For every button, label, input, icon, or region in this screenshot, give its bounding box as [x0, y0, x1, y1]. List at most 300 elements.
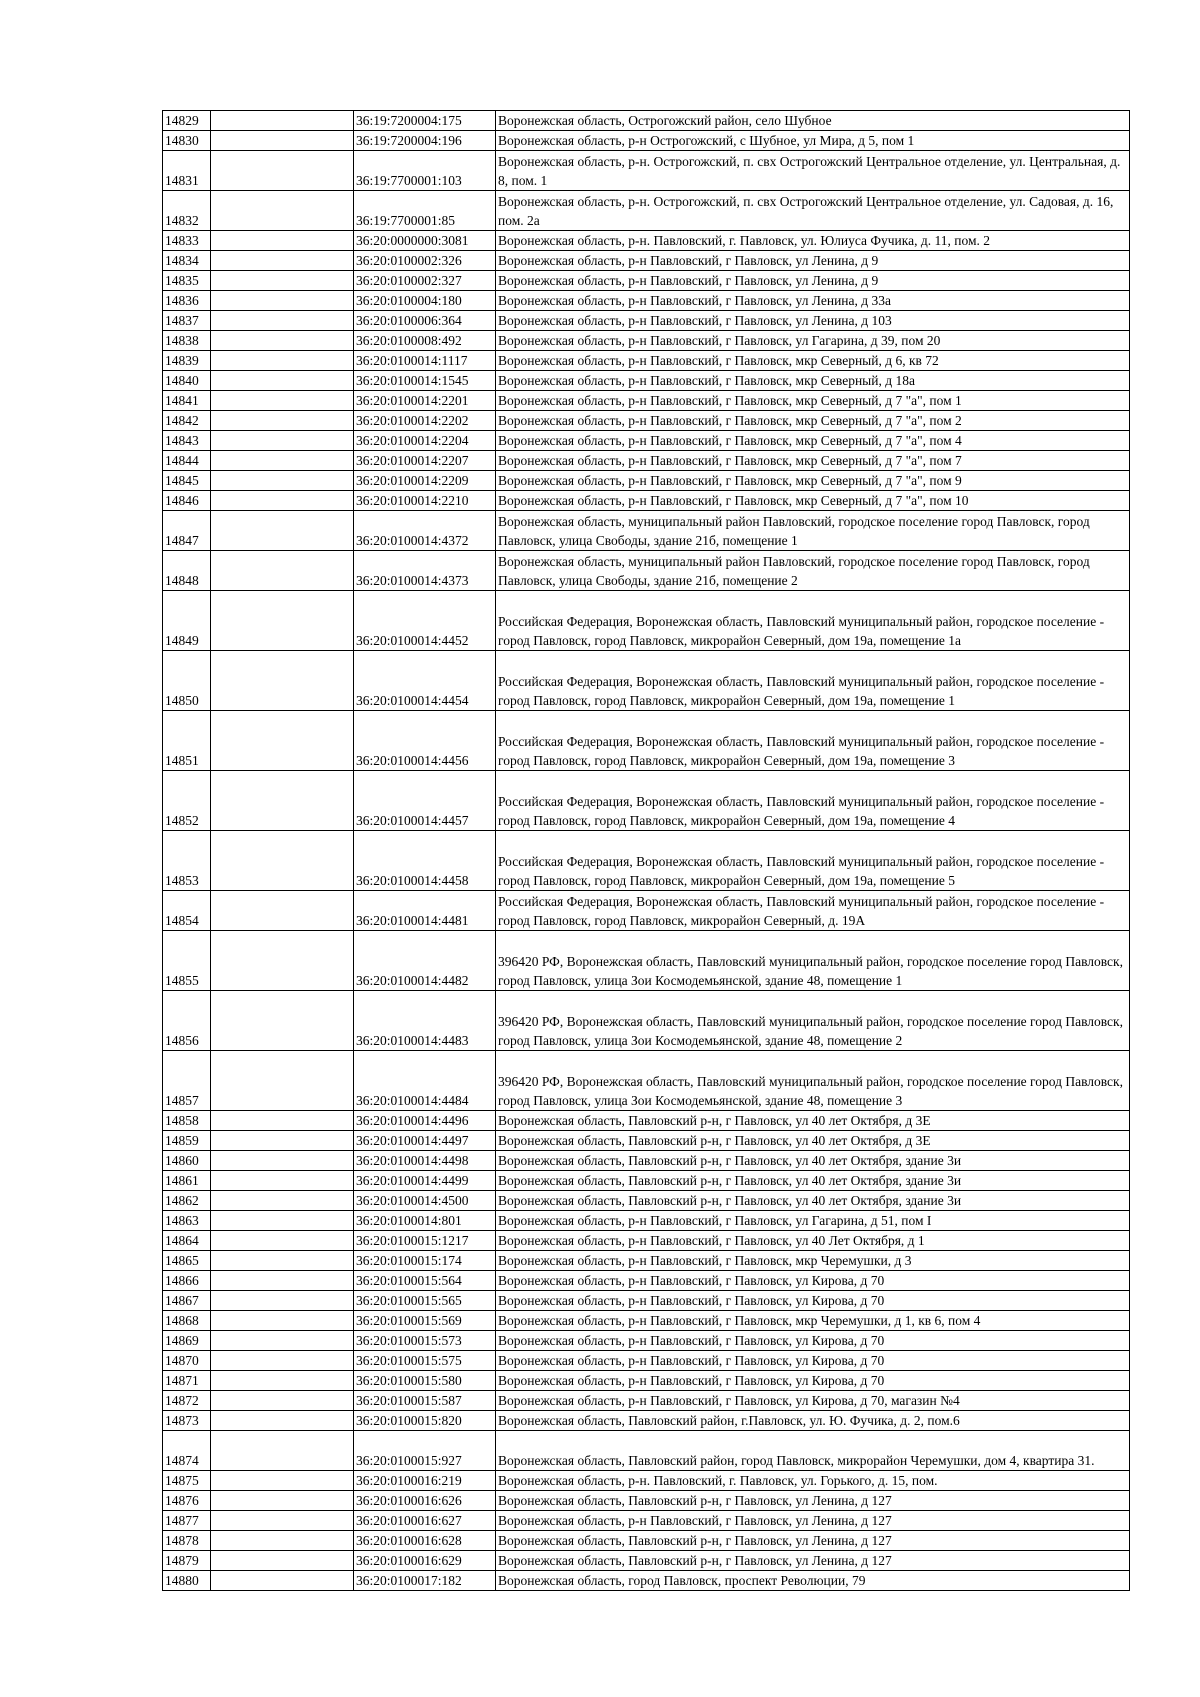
address-cell: [496, 411, 1130, 431]
table-row: [163, 1291, 1130, 1311]
row-number: 14867: [163, 1291, 211, 1311]
table-row: [163, 231, 1130, 251]
table-row: [163, 891, 1130, 931]
table-row: [163, 411, 1130, 431]
address-cell: [496, 1491, 1130, 1511]
table-row: [163, 251, 1130, 271]
cadastral-number: 36:20:0100014:4457: [354, 771, 496, 831]
table-row: [163, 1131, 1130, 1151]
empty-cell: [211, 111, 354, 131]
table-row: [163, 991, 1130, 1051]
table-row: [163, 351, 1130, 371]
address-text: Воронежская область, Павловский р-н, г Павловск, ул 40 лет Октября, здание 3и: [498, 1152, 962, 1168]
address-text: Воронежская область, муниципальный район Павловский, городское поселение город Павловск, город Павловск, улица Свободы, здание 21б, помещение 1: [498, 514, 1090, 548]
row-number: 14833: [163, 231, 211, 251]
row-number: 14837: [163, 311, 211, 331]
row-number: 14880: [163, 1571, 211, 1591]
empty-cell: [211, 1211, 354, 1231]
address-cell: [496, 251, 1130, 271]
address-cell: [496, 291, 1130, 311]
address-cell: [496, 1531, 1130, 1551]
address-text: Воронежская область, Павловский район, г.Павловск, ул. Ю. Фучика, д. 2, пом.6: [498, 1412, 960, 1428]
cadastral-number: 36:20:0100014:4452: [354, 591, 496, 651]
cadastral-number: 36:20:0100004:180: [354, 291, 496, 311]
cadastral-number: 36:20:0100015:820: [354, 1411, 496, 1431]
cadastral-number: 36:20:0100014:2210: [354, 491, 496, 511]
address-cell: [496, 191, 1130, 231]
empty-cell: [211, 191, 354, 231]
empty-cell: [211, 431, 354, 451]
empty-cell: [211, 1411, 354, 1431]
table-row: [163, 831, 1130, 891]
row-number: 14869: [163, 1331, 211, 1351]
cadastral-number: 36:20:0100014:4482: [354, 931, 496, 991]
address-cell: [496, 1051, 1130, 1111]
cadastral-number: 36:20:0100015:580: [354, 1371, 496, 1391]
cadastral-number: 36:20:0100016:628: [354, 1531, 496, 1551]
cadastral-number: 36:20:0100014:4454: [354, 651, 496, 711]
address-cell: [496, 491, 1130, 511]
table-row: [163, 651, 1130, 711]
empty-cell: [211, 1151, 354, 1171]
table-row: [163, 771, 1130, 831]
table-row: [163, 1271, 1130, 1291]
cadastral-number: 36:20:0100014:1545: [354, 371, 496, 391]
address-text: Воронежская область, р-н Острогожский, с Шубное, ул Мира, д 5, пом 1: [498, 132, 915, 148]
row-number: 14852: [163, 771, 211, 831]
table-row: [163, 1411, 1130, 1431]
address-cell: [496, 1251, 1130, 1271]
address-text: Воронежская область, р-н Павловский, г Павловск, ул Гагарина, д 51, пом I: [498, 1212, 932, 1228]
address-text: Воронежская область, Павловский р-н, г Павловск, ул 40 лет Октября, здание 3и: [498, 1192, 962, 1208]
address-cell: [496, 1231, 1130, 1251]
address-cell: [496, 931, 1130, 991]
address-cell: [496, 371, 1130, 391]
cadastral-number: 36:20:0100015:927: [354, 1431, 496, 1471]
address-text: Воронежская область, р-н Павловский, г Павловск, мкр Северный, д 7 "а", пом 4: [498, 432, 962, 448]
empty-cell: [211, 991, 354, 1051]
address-cell: [496, 311, 1130, 331]
empty-cell: [211, 231, 354, 251]
address-text: 396420 РФ, Воронежская область, Павловский муниципальный район, городское поселение город Павловск, город Павловск, улица Зои Космодемьянской, здание 48, помещение 2: [498, 1014, 1123, 1048]
row-number: 14876: [163, 1491, 211, 1511]
empty-cell: [211, 271, 354, 291]
cadastral-number: 36:20:0100015:569: [354, 1311, 496, 1331]
empty-cell: [211, 1251, 354, 1271]
table-row: [163, 191, 1130, 231]
address-text: Воронежская область, р-н Павловский, г Павловск, мкр Черемушки, д 3: [498, 1252, 912, 1268]
table-body: [163, 111, 1130, 1591]
address-cell: [496, 131, 1130, 151]
row-number: 14860: [163, 1151, 211, 1171]
address-cell: [496, 991, 1130, 1051]
cadastral-number: 36:20:0100017:182: [354, 1571, 496, 1591]
cadastral-number: 36:20:0100015:1217: [354, 1231, 496, 1251]
address-text: Воронежская область, р-н Павловский, г Павловск, мкр Северный, д 18а: [498, 372, 915, 388]
cadastral-number: 36:20:0100015:565: [354, 1291, 496, 1311]
table-row: [163, 1391, 1130, 1411]
address-text: Воронежская область, р-н Павловский, г Павловск, мкр Северный, д 7 "а", пом 2: [498, 412, 962, 428]
address-cell: [496, 391, 1130, 411]
empty-cell: [211, 591, 354, 651]
empty-cell: [211, 651, 354, 711]
address-text: Российская Федерация, Воронежская область, Павловский муниципальный район, городское поселение - город Павловск, город Павловск, микрорайон Северный, дом 19а, помещение 1: [498, 674, 1105, 708]
cadastral-number: 36:20:0100015:573: [354, 1331, 496, 1351]
address-text: Воронежская область, р-н Павловский, г Павловск, ул Гагарина, д 39, пом 20: [498, 332, 941, 348]
address-text: Воронежская область, р-н Павловский, г Павловск, ул Кирова, д 70: [498, 1372, 885, 1388]
address-text: Воронежская область, р-н Павловский, г Павловск, ул Ленина, д 103: [498, 312, 892, 328]
table-row: [163, 131, 1130, 151]
table-row: [163, 1231, 1130, 1251]
empty-cell: [211, 771, 354, 831]
address-text: Российская Федерация, Воронежская область, Павловский муниципальный район, городское поселение - город Павловск, город Павловск, микрорайон Северный, дом 19а, помещение 5: [498, 854, 1105, 888]
address-text: Воронежская область, р-н Павловский, г Павловск, ул Кирова, д 70, магазин №4: [498, 1392, 960, 1408]
address-text: Воронежская область, Павловский р-н, г Павловск, ул 40 лет Октября, здание 3и: [498, 1172, 962, 1188]
empty-cell: [211, 411, 354, 431]
row-number: 14873: [163, 1411, 211, 1431]
empty-cell: [211, 1531, 354, 1551]
empty-cell: [211, 1571, 354, 1591]
address-cell: [496, 231, 1130, 251]
address-text: Российская Федерация, Воронежская область, Павловский муниципальный район, городское поселение - город Павловск, город Павловск, микрорайон Северный, дом 19а, помещение 1а: [498, 614, 1105, 648]
row-number: 14862: [163, 1191, 211, 1211]
property-registry-table: [162, 110, 1130, 1591]
empty-cell: [211, 1311, 354, 1331]
address-cell: [496, 1171, 1130, 1191]
cadastral-number: 36:20:0100016:627: [354, 1511, 496, 1531]
empty-cell: [211, 331, 354, 351]
cadastral-number: 36:20:0100014:4373: [354, 551, 496, 591]
row-number: 14872: [163, 1391, 211, 1411]
empty-cell: [211, 1391, 354, 1411]
row-number: 14855: [163, 931, 211, 991]
empty-cell: [211, 1191, 354, 1211]
address-text: Воронежская область, р-н Павловский, г Павловск, ул Ленина, д 9: [498, 272, 879, 288]
table-row: [163, 271, 1130, 291]
table-row: [163, 391, 1130, 411]
empty-cell: [211, 831, 354, 891]
address-cell: [496, 551, 1130, 591]
empty-cell: [211, 451, 354, 471]
cadastral-number: 36:20:0100014:2209: [354, 471, 496, 491]
row-number: 14841: [163, 391, 211, 411]
address-cell: [496, 1371, 1130, 1391]
address-cell: [496, 1151, 1130, 1171]
address-cell: [496, 1471, 1130, 1491]
row-number: 14870: [163, 1351, 211, 1371]
cadastral-number: 36:20:0100014:4498: [354, 1151, 496, 1171]
row-number: 14864: [163, 1231, 211, 1251]
address-text: Воронежская область, муниципальный район Павловский, городское поселение город Павловск, город Павловск, улица Свободы, здание 21б, помещение 2: [498, 554, 1090, 588]
table-row: [163, 1151, 1130, 1171]
cadastral-number: 36:20:0100014:4456: [354, 711, 496, 771]
empty-cell: [211, 551, 354, 591]
row-number: 14847: [163, 511, 211, 551]
address-text: Воронежская область, р-н Павловский, г Павловск, ул 40 Лет Октября, д 1: [498, 1232, 925, 1248]
address-cell: [496, 1211, 1130, 1231]
table-row: [163, 1211, 1130, 1231]
cadastral-number: 36:20:0100015:174: [354, 1251, 496, 1271]
cadastral-number: 36:20:0100014:4496: [354, 1111, 496, 1131]
address-text: Воронежская область, р-н. Острогожский, п. свх Острогожский Центральное отделение, ул. Садовая, д. 16, пом. 2а: [498, 194, 1114, 228]
address-cell: [496, 351, 1130, 371]
address-text: Воронежская область, р-н Павловский, г Павловск, мкр Северный, д 7 "а", пом 7: [498, 452, 962, 468]
row-number: 14874: [163, 1431, 211, 1471]
table-row: [163, 1191, 1130, 1211]
address-cell: [496, 1331, 1130, 1351]
table-row: [163, 1251, 1130, 1271]
table-row: [163, 1351, 1130, 1371]
address-text: Воронежская область, Павловский р-н, г Павловск, ул Ленина, д 127: [498, 1552, 892, 1568]
empty-cell: [211, 1271, 354, 1291]
address-cell: [496, 1271, 1130, 1291]
address-text: Воронежская область, Павловский р-н, г Павловск, ул 40 лет Октября, д 3Е: [498, 1132, 931, 1148]
address-cell: [496, 331, 1130, 351]
table-row: [163, 1171, 1130, 1191]
table-row: [163, 1491, 1130, 1511]
cadastral-number: 36:20:0100014:4500: [354, 1191, 496, 1211]
empty-cell: [211, 1171, 354, 1191]
row-number: 14840: [163, 371, 211, 391]
cadastral-number: 36:20:0100015:575: [354, 1351, 496, 1371]
address-text: Воронежская область, Острогожский район, село Шубное: [498, 112, 832, 128]
table-row: [163, 1431, 1130, 1471]
cadastral-number: 36:20:0000000:3081: [354, 231, 496, 251]
row-number: 14877: [163, 1511, 211, 1531]
row-number: 14865: [163, 1251, 211, 1271]
address-text: 396420 РФ, Воронежская область, Павловский муниципальный район, городское поселение город Павловск, город Павловск, улица Зои Космодемьянской, здание 48, помещение 3: [498, 1074, 1123, 1108]
address-text: Воронежская область, р-н Павловский, г Павловск, мкр Северный, д 7 "а", пом 10: [498, 492, 969, 508]
cadastral-number: 36:20:0100014:2202: [354, 411, 496, 431]
empty-cell: [211, 891, 354, 931]
address-cell: [496, 1191, 1130, 1211]
address-cell: [496, 111, 1130, 131]
row-number: 14861: [163, 1171, 211, 1191]
cadastral-number: 36:19:7700001:103: [354, 151, 496, 191]
row-number: 14875: [163, 1471, 211, 1491]
cadastral-number: 36:19:7200004:196: [354, 131, 496, 151]
cadastral-number: 36:20:0100006:364: [354, 311, 496, 331]
empty-cell: [211, 1511, 354, 1531]
row-number: 14845: [163, 471, 211, 491]
table-row: [163, 1311, 1130, 1331]
empty-cell: [211, 371, 354, 391]
table-row: [163, 331, 1130, 351]
row-number: 14844: [163, 451, 211, 471]
address-cell: [496, 711, 1130, 771]
empty-cell: [211, 1331, 354, 1351]
address-text: Воронежская область, р-н Павловский, г Павловск, ул Ленина, д 33а: [498, 292, 892, 308]
row-number: 14859: [163, 1131, 211, 1151]
empty-cell: [211, 1351, 354, 1371]
empty-cell: [211, 1291, 354, 1311]
address-cell: [496, 591, 1130, 651]
row-number: 14853: [163, 831, 211, 891]
address-text: Воронежская область, Павловский р-н, г Павловск, ул Ленина, д 127: [498, 1532, 892, 1548]
address-cell: [496, 771, 1130, 831]
table-row: [163, 1371, 1130, 1391]
cadastral-number: 36:20:0100016:219: [354, 1471, 496, 1491]
empty-cell: [211, 471, 354, 491]
empty-cell: [211, 1371, 354, 1391]
cadastral-number: 36:20:0100002:327: [354, 271, 496, 291]
row-number: 14868: [163, 1311, 211, 1331]
address-cell: [496, 831, 1130, 891]
cadastral-number: 36:19:7700001:85: [354, 191, 496, 231]
address-text: Воронежская область, р-н Павловский, г Павловск, мкр Черемушки, д 1, кв 6, пом 4: [498, 1312, 981, 1328]
cadastral-number: 36:20:0100015:587: [354, 1391, 496, 1411]
cadastral-number: 36:20:0100014:4499: [354, 1171, 496, 1191]
address-cell: [496, 651, 1130, 711]
empty-cell: [211, 491, 354, 511]
table-row: [163, 111, 1130, 131]
table-row: [163, 431, 1130, 451]
table-row: [163, 551, 1130, 591]
cadastral-number: 36:20:0100015:564: [354, 1271, 496, 1291]
row-number: 14843: [163, 431, 211, 451]
address-cell: [496, 451, 1130, 471]
table-row: [163, 931, 1130, 991]
address-cell: [496, 511, 1130, 551]
table-row: [163, 371, 1130, 391]
cadastral-number: 36:20:0100014:4481: [354, 891, 496, 931]
address-cell: [496, 431, 1130, 451]
address-text: Воронежская область, город Павловск, проспект Революции, 79: [498, 1572, 866, 1588]
table-row: [163, 1051, 1130, 1111]
table-row: [163, 491, 1130, 511]
empty-cell: [211, 1131, 354, 1151]
empty-cell: [211, 1551, 354, 1571]
empty-cell: [211, 131, 354, 151]
row-number: 14836: [163, 291, 211, 311]
address-text: 396420 РФ, Воронежская область, Павловский муниципальный район, городское поселение город Павловск, город Павловск, улица Зои Космодемьянской, здание 48, помещение 1: [498, 954, 1123, 988]
cadastral-number: 36:19:7200004:175: [354, 111, 496, 131]
address-cell: [496, 1511, 1130, 1531]
cadastral-number: 36:20:0100014:4458: [354, 831, 496, 891]
cadastral-number: 36:20:0100014:4483: [354, 991, 496, 1051]
address-text: Воронежская область, р-н. Павловский, г. Павловск, ул. Горького, д. 15, пом.: [498, 1472, 938, 1488]
cadastral-number: 36:20:0100002:326: [354, 251, 496, 271]
table-row: [163, 291, 1130, 311]
empty-cell: [211, 1431, 354, 1471]
table-row: [163, 711, 1130, 771]
address-cell: [496, 1551, 1130, 1571]
cadastral-number: 36:20:0100014:4484: [354, 1051, 496, 1111]
table-row: [163, 451, 1130, 471]
table-row: [163, 1111, 1130, 1131]
cadastral-number: 36:20:0100014:4497: [354, 1131, 496, 1151]
address-cell: [496, 151, 1130, 191]
row-number: 14878: [163, 1531, 211, 1551]
address-text: Воронежская область, р-н Павловский, г Павловск, мкр Северный, д 7 "а", пом 1: [498, 392, 962, 408]
row-number: 14838: [163, 331, 211, 351]
table-row: [163, 1551, 1130, 1571]
address-cell: [496, 1291, 1130, 1311]
cadastral-number: 36:20:0100014:801: [354, 1211, 496, 1231]
row-number: 14834: [163, 251, 211, 271]
address-text: Воронежская область, р-н Павловский, г Павловск, ул Ленина, д 127: [498, 1512, 892, 1528]
row-number: 14879: [163, 1551, 211, 1571]
address-cell: [496, 1391, 1130, 1411]
address-text: Воронежская область, р-н Павловский, г Павловск, ул Кирова, д 70: [498, 1292, 885, 1308]
address-cell: [496, 1311, 1130, 1331]
row-number: 14830: [163, 131, 211, 151]
row-number: 14831: [163, 151, 211, 191]
address-text: Воронежская область, р-н Павловский, г Павловск, ул Кирова, д 70: [498, 1332, 885, 1348]
address-cell: [496, 471, 1130, 491]
empty-cell: [211, 511, 354, 551]
cadastral-number: 36:20:0100014:2201: [354, 391, 496, 411]
empty-cell: [211, 311, 354, 331]
address-text: Воронежская область, р-н Павловский, г Павловск, ул Ленина, д 9: [498, 252, 879, 268]
address-text: Российская Федерация, Воронежская область, Павловский муниципальный район, городское поселение - город Павловск, город Павловск, микрорайон Северный, дом 19а, помещение 3: [498, 734, 1105, 768]
table-row: [163, 511, 1130, 551]
empty-cell: [211, 1051, 354, 1111]
table-row: [163, 591, 1130, 651]
address-cell: [496, 1111, 1130, 1131]
table-row: [163, 1531, 1130, 1551]
row-number: 14856: [163, 991, 211, 1051]
empty-cell: [211, 151, 354, 191]
address-text: Воронежская область, Павловский р-н, г Павловск, ул 40 лет Октября, д 3Е: [498, 1112, 931, 1128]
address-cell: [496, 1411, 1130, 1431]
row-number: 14850: [163, 651, 211, 711]
empty-cell: [211, 1491, 354, 1511]
cadastral-number: 36:20:0100014:2204: [354, 431, 496, 451]
cadastral-number: 36:20:0100008:492: [354, 331, 496, 351]
address-cell: [496, 1351, 1130, 1371]
cadastral-number: 36:20:0100014:2207: [354, 451, 496, 471]
address-text: Воронежская область, р-н. Острогожский, п. свх Острогожский Центральное отделение, ул. Центральная, д. 8, пом. 1: [498, 154, 1121, 188]
address-cell: [496, 891, 1130, 931]
table-row: [163, 471, 1130, 491]
row-number: 14854: [163, 891, 211, 931]
address-text: Воронежская область, Павловский район, город Павловск, микрорайон Черемушки, дом 4, квартира 31.: [498, 1452, 1095, 1468]
address-text: Российская Федерация, Воронежская область, Павловский муниципальный район, городское поселение - город Павловск, город Павловск, микрорайон Северный, д. 19А: [498, 894, 1105, 928]
empty-cell: [211, 291, 354, 311]
empty-cell: [211, 711, 354, 771]
address-text: Воронежская область, р-н Павловский, г Павловск, ул Кирова, д 70: [498, 1272, 885, 1288]
address-cell: [496, 271, 1130, 291]
table-row: [163, 1471, 1130, 1491]
row-number: 14871: [163, 1371, 211, 1391]
empty-cell: [211, 351, 354, 371]
table-row: [163, 151, 1130, 191]
row-number: 14863: [163, 1211, 211, 1231]
empty-cell: [211, 251, 354, 271]
row-number: 14829: [163, 111, 211, 131]
address-cell: [496, 1431, 1130, 1471]
address-text: Воронежская область, Павловский р-н, г Павловск, ул Ленина, д 127: [498, 1492, 892, 1508]
empty-cell: [211, 931, 354, 991]
row-number: 14866: [163, 1271, 211, 1291]
row-number: 14832: [163, 191, 211, 231]
cadastral-number: 36:20:0100014:4372: [354, 511, 496, 551]
cadastral-number: 36:20:0100014:1117: [354, 351, 496, 371]
row-number: 14848: [163, 551, 211, 591]
row-number: 14839: [163, 351, 211, 371]
address-text: Воронежская область, р-н Павловский, г Павловск, мкр Северный, д 6, кв 72: [498, 352, 939, 368]
address-text: Российская Федерация, Воронежская область, Павловский муниципальный район, городское поселение - город Павловск, город Павловск, микрорайон Северный, дом 19а, помещение 4: [498, 794, 1105, 828]
table-row: [163, 1511, 1130, 1531]
row-number: 14857: [163, 1051, 211, 1111]
row-number: 14858: [163, 1111, 211, 1131]
empty-cell: [211, 1471, 354, 1491]
cadastral-number: 36:20:0100016:629: [354, 1551, 496, 1571]
address-cell: [496, 1131, 1130, 1151]
empty-cell: [211, 1231, 354, 1251]
table-row: [163, 311, 1130, 331]
